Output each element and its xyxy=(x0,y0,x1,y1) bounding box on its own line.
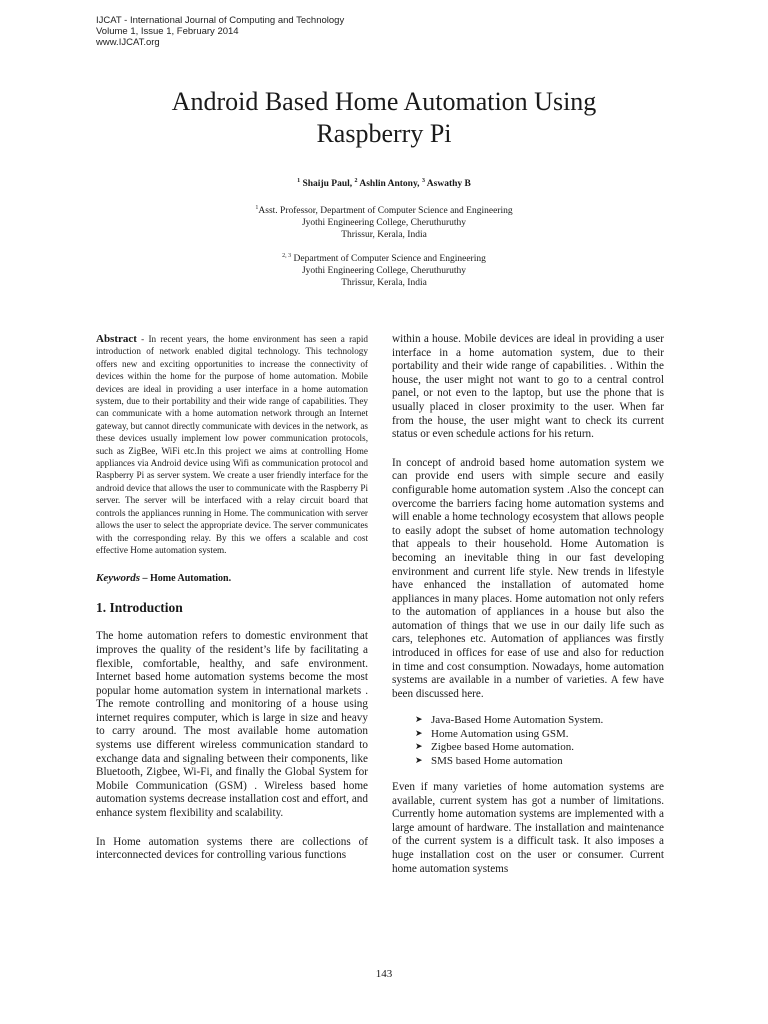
right-paragraph-1: within a house. Mobile devices are ideal in providing a user interface in a home automation system, due to their portability and their wide range of capabilities. . Within the house, the user might not want to go to a central control panel, or not even to the laptop, but use the phone that is usually placed in closer proximity to the user. When far from the house, the user might want to check its current status or even schedule actions for his return. xyxy=(392,333,664,441)
list-item xyxy=(415,714,664,727)
paper-title-line-1: Android Based Home Automation Using xyxy=(171,87,597,116)
paper-title-line-2: Raspberry Pi xyxy=(316,119,452,148)
author-3-marker: 3 xyxy=(421,177,425,184)
introduction-heading: 1. Introduction xyxy=(96,600,183,616)
affiliation-2 xyxy=(80,253,688,289)
affiliation-2-department: Department of Computer Science and Engineering xyxy=(293,254,486,264)
affiliation-1-marker: 1 xyxy=(255,204,259,211)
list-item-text: SMS based Home automation xyxy=(431,754,563,767)
left-column xyxy=(96,333,368,863)
journal-website: www.IJCAT.org xyxy=(96,37,160,48)
affiliation-2-college: Jyothi Engineering College, Cheruthuruthy xyxy=(301,266,467,276)
journal-issue: Volume 1, Issue 1, February 2014 xyxy=(96,26,239,37)
list-item-text: Java-Based Home Automation System. xyxy=(431,714,604,727)
author-1-marker: 1 xyxy=(297,177,301,184)
paper-title xyxy=(80,86,688,150)
list-item-text: Zigbee based Home automation. xyxy=(431,741,574,754)
arrow-bullet-icon: ➤ xyxy=(415,755,423,766)
right-paragraph-2: In concept of android based home automation system we can provide end users with simple secure and easily configurable home automation system .Also the concept can overcome the barriers facing home automation systems and will enable a home technology ecosystem that allows people to easily adopt the subset of home automation technology that appeals to their household. Home Automation is becoming an inevitable thing in our fast developing environment and current life style. New trends in lifestyle have enhanced the installation of automated home appliances in many places. Home automation not only refers to the automation of appliances in a house but also the automation of things that we use in our daily life such as cars, telephones etc. Automation of appliances was firstly introduced in offices for ease of use and also for reduction in time and cost consumption. Nowadays, home automation systems are available in a number of varieties. A few have been discussed here. xyxy=(392,456,664,700)
author-2-marker: 2 xyxy=(354,177,358,184)
right-column xyxy=(392,333,664,876)
list-item xyxy=(415,741,664,754)
abstract-label: Abstract xyxy=(96,333,137,345)
journal-name: IJCAT - International Journal of Computing and Technology xyxy=(96,15,345,26)
author-list xyxy=(80,179,688,189)
introduction-paragraph-2: In Home automation systems there are collections of interconnected devices for controlling various functions xyxy=(96,835,368,862)
affiliation-2-marker: 2, 3 xyxy=(282,252,292,259)
arrow-bullet-icon: ➤ xyxy=(415,742,423,753)
arrow-bullet-icon: ➤ xyxy=(415,728,423,739)
abstract xyxy=(96,333,368,556)
list-item xyxy=(415,728,664,741)
list-item-text: Home Automation using GSM. xyxy=(431,727,569,740)
keywords-dash: – xyxy=(140,573,150,585)
keywords xyxy=(96,572,368,584)
page-number: 143 xyxy=(375,968,393,980)
author-1: Shaiju Paul, xyxy=(302,179,353,189)
arrow-bullet-icon: ➤ xyxy=(415,715,423,726)
list-item xyxy=(415,755,664,768)
author-3: Aswathy B xyxy=(426,179,471,189)
affiliation-2-location: Thrissur, Kerala, India xyxy=(341,278,427,288)
affiliation-1-college: Jyothi Engineering College, Cheruthuruthy xyxy=(301,218,467,228)
author-2: Ashlin Antony, xyxy=(359,179,420,189)
keywords-value: Home Automation. xyxy=(150,573,232,585)
introduction-paragraph-1: The home automation refers to domestic environment that improves the quality of the resident’s life by facilitating a flexible, comfortable, healthy, and safe environment. Internet based home automation systems become the most popular home automation system in international markets . The remote controlling and monitoring of a house using internet requires computer, which is large in size and heavy to carry around. The most available home automation systems use different wireless communication standard to exchange data and signaling between their components, like Bluetooth, Zigbee, Wi-Fi, and finally the Global System for Mobile Communication (GSM) . Wireless based home automation systems decrease installation cost and effort, and enhance system flexibility and scalability. xyxy=(96,630,368,820)
abstract-text: - In recent years, the home environment has seen a rapid introduction of network enabled digital technology. This technology offers new and exciting opportunities to increase the connectivity of devices within the home for the purpose of home automation. Mobile devices are ideal in providing a user interface in a home automation system, due to their portability and their wide range of capabilities. They can communicate with a home automation network through an Internet gateway, but cannot directly communicate with devices in the network, as these devices usually implement low power communication protocols, such as ZigBee, WiFi etc.In this project we aims at controlling Home appliances via Android device using Wifi as communication protocol and Raspberry Pi as server system. We create a user friendly interface for the android device that allows the user to communicate with the Raspberry Pi server. The server will be interfaced with a relay circuit board that controls the appliances running in Home. The communication with server allows the user to select the appropriate device. The server communicates with the corresponding relay. By this we offers a scalable and cost effective Home automation system. xyxy=(96,334,368,555)
affiliation-1-department: Asst. Professor, Department of Computer Science and Engineering xyxy=(258,206,513,216)
affiliation-1-location: Thrissur, Kerala, India xyxy=(341,230,427,240)
automation-types-list xyxy=(392,714,664,768)
right-paragraph-3: Even if many varieties of home automation systems are available, current system has got a number of limitations. Currently home automation systems are implemented with a large amount of hardware. The installation and maintenance of the current system is a difficult task. It also imposes a huge installation cost on the user or consumer. Current home automation systems xyxy=(392,781,664,875)
journal-header xyxy=(96,15,344,48)
keywords-label: Keywords xyxy=(96,572,140,585)
affiliation-1 xyxy=(80,205,688,241)
